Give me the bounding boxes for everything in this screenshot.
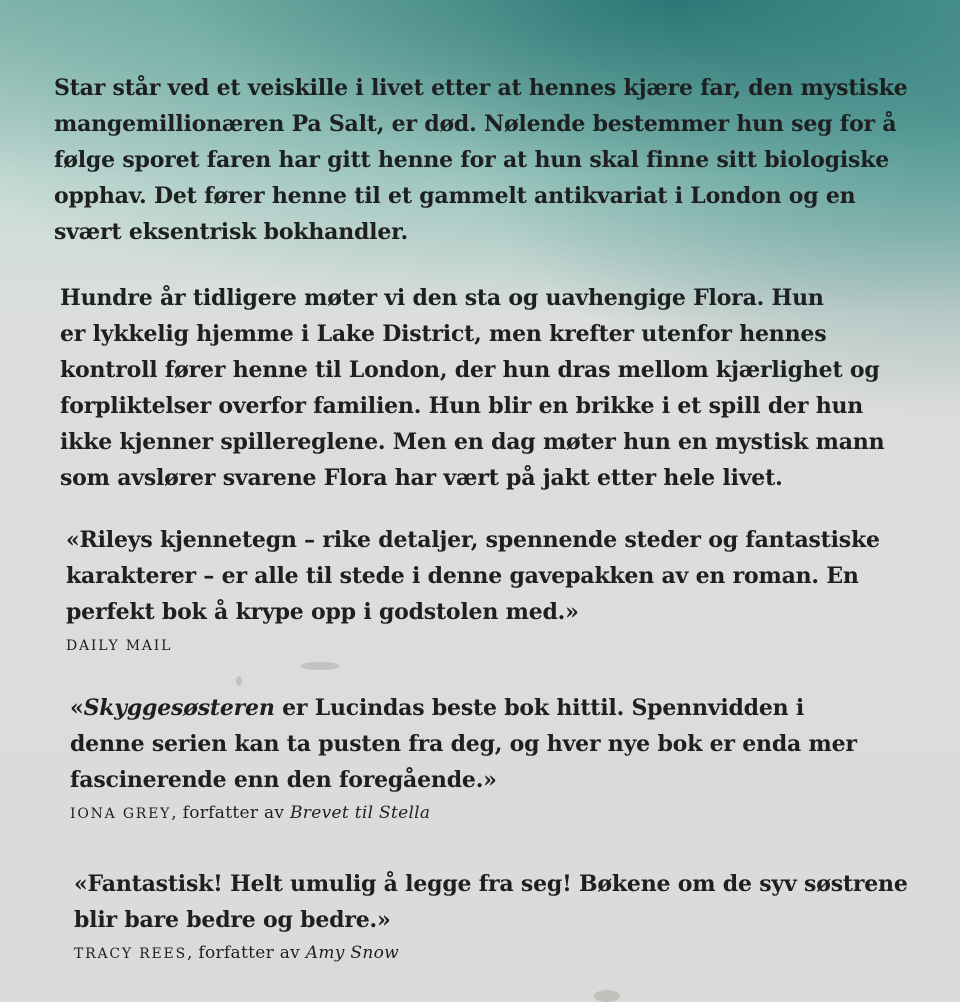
synopsis-line: som avslører svarene Flora har vært på jakt etter hele livet.	[60, 465, 783, 491]
quote-attribution	[66, 632, 936, 659]
attribution-book-title: Amy Snow	[305, 943, 399, 963]
quote-line: denne serien kan ta pusten fra deg, og hver nye bok er enda mer	[70, 731, 857, 757]
synopsis-line: forpliktelser overfor familien. Hun blir en brikke i et spill der hun	[60, 393, 864, 419]
attribution-suffix: , forfatter av	[186, 943, 306, 963]
synopsis-line: Hundre år tidligere møter vi den sta og uavhengige Flora. Hun	[60, 285, 824, 311]
quote-attribution	[74, 940, 944, 967]
attribution-book-title: Brevet til Stella	[290, 803, 431, 823]
book-title-italic: Skyggesøsteren	[83, 695, 275, 721]
synopsis-paragraph-2	[60, 280, 930, 496]
quote-line: fascinerende enn den foregående.»	[70, 767, 497, 793]
synopsis-line: er lykkelig hjemme i Lake District, men krefter utenfor hennes	[60, 321, 827, 347]
quote-line: «Rileys kjennetegn – rike detaljer, spennende steder og fantastiske	[66, 527, 880, 553]
quote-line: perfekt bok å krype opp i godstolen med.»	[66, 599, 579, 625]
quote-attribution	[70, 800, 940, 827]
quote-line-rest: er Lucindas beste bok hittil. Spennvidden i	[274, 695, 805, 721]
synopsis-line: opphav. Det fører henne til et gammelt antikvariat i London og en	[54, 183, 856, 209]
synopsis-line: Star står ved et veiskille i livet etter at hennes kjære far, den mystiske	[54, 75, 908, 101]
synopsis-line: svært eksentrisk bokhandler.	[54, 219, 408, 245]
paper-smudge	[236, 676, 242, 686]
quote-line: «Fantastisk! Helt umulig å legge fra seg! Bøkene om de syv søstrene	[74, 871, 908, 897]
quote-line	[70, 690, 940, 726]
synopsis-line: ikke kjenner spillereglene. Men en dag møter hun en mystisk mann	[60, 429, 885, 455]
synopsis-line: mangemillionæren Pa Salt, er død. Nølende bestemmer hun seg for å	[54, 111, 897, 137]
synopsis-line: kontroll fører henne til London, der hun dras mellom kjærlighet og	[60, 357, 880, 383]
synopsis-line: følge sporet faren har gitt henne for at hun skal finne sitt biologiske	[54, 147, 890, 173]
review-quote-iona-grey	[70, 690, 940, 827]
quote-source-name: DAILY MAIL	[66, 638, 173, 654]
review-quote-daily-mail	[66, 522, 936, 659]
paper-smudge	[300, 662, 340, 670]
review-quote-tracy-rees	[74, 866, 944, 967]
attribution-suffix: , forfatter av	[171, 803, 291, 823]
quote-author-name: IONA GREY	[70, 806, 172, 822]
quote-open-mark: «	[70, 695, 84, 721]
quote-author-name: TRACY REES	[74, 946, 187, 962]
synopsis-paragraph-1	[54, 70, 924, 250]
paper-smudge	[594, 990, 620, 1002]
quote-line: blir bare bedre og bedre.»	[74, 907, 391, 933]
quote-line: karakterer – er alle til stede i denne gavepakken av en roman. En	[66, 563, 859, 589]
